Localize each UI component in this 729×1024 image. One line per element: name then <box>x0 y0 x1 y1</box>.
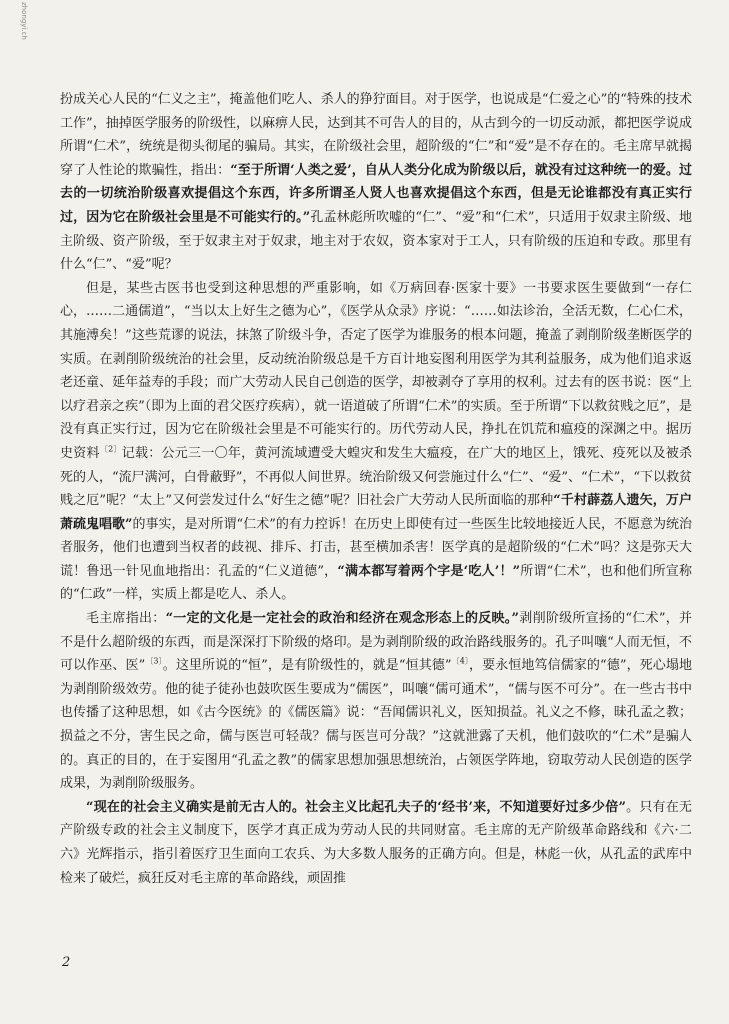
paragraph <box>60 88 692 277</box>
quotation-bold: “现在的社会主义确实是前无古人的。社会主义比起孔夫子的‘经书’来，不知道要好过多少倍” <box>86 799 626 815</box>
quotation-bold: “至于所谓‘人类之爱’，自从人类分化成为阶级以后，就没有过这种统一的爱。过去的一切统治阶级喜欢提倡这个东西，许多所谓圣人贤人也喜欢提倡这个东西，但是无论谁都没有真正实行过，因为它在阶级社会里是不可能实行的。” <box>60 162 692 225</box>
footnote-ref: 〔2〕 <box>99 444 122 454</box>
text-run: 毛主席指出： <box>86 611 166 627</box>
text-run: 所谓“仁术”，也和他们所宣称的“仁政”一样，实质上都是吃人、杀人。 <box>60 563 692 603</box>
text-run: ，要永恒地笃信儒家的“德”，死心塌地为剥削阶级效劳。他的徒子徒孙也鼓吹医生要成为“儒医”，叫嚷“儒可通术”，“儒与医不可分”。在一些古书中也传播了这种思想，如《古今医统》的《儒医篇》说：“吾闻儒识礼义，医知损益。礼义之不修，昧孔孟之教；损益之不分，害生民之命，儒与医岂可轻哉？儒与医岂可分哉？”这就泄露了天机，他们鼓吹的“仁术”是骗人的。真正的目的，在于妄图用“孔孟之教”的儒家思想加强思想统治，占领医学阵地，窃取劳动人民创造的医学成果，为剥削阶级服务。 <box>60 658 692 792</box>
text-run: 扮成关心人民的“仁义之主”，掩盖他们吃人、杀人的狰狞面目。对于医学，也说成是“仁爱之心”的“特殊的技术工作”，抽掉医学服务的阶级性，以麻痹人民，达到其不可告人的目的，从古到今的一切反动派，都把医学说成所谓“仁术”，统统是彻头彻尾的骗局。其实，在阶级社会里，超阶级的“仁”和“爱”是不存在的。毛主席早就揭穿了人性论的欺骗性，指出： <box>60 92 692 178</box>
footnote-ref: 〔3〕 <box>145 656 163 666</box>
quotation-bold: “满本都写着两个字是‘吃人’！” <box>337 563 521 579</box>
paragraph <box>60 277 692 607</box>
text-run: 孔孟林彪所吹嘘的“仁”、“爱”和“仁术”，只适用于奴隶主阶级、地主阶级、资产阶级，至于奴隶主对于奴隶，地主对于农奴，资本家对于工人，只有阶级的压迫和专政。那里有什么“仁”、“爱”呢？ <box>60 209 692 273</box>
library-stamp: zhongyi.ch <box>20 2 28 40</box>
text-run: 剥削阶级所宣扬的“仁术”，并不是什么超阶级的东西，而是深深打下阶级的烙印。是为剥削阶级的政治路线服务的。孔子叫嚷“人而无恒，不可以作巫、医” <box>60 611 692 674</box>
text-run: 。这里所说的“恒”，是有阶级性的，就是“恒其德” <box>162 658 452 674</box>
footnote-ref: 〔4〕 <box>451 656 470 666</box>
text-run: 但是，某些古医书也受到这种思想的严重影响，如《万病回春·医家十要》一书要求医生要做到“一存仁心，……二通儒道”，“当以太上好生之德为心”，《医学从众录》序说：“……如法诊治，全活无数，仁心仁术，其施溥矣！”这些荒谬的说法，抹煞了阶级斗争，否定了医学为谁服务的根本问题，掩盖了剥削阶级垄断医学的实质。在剥削阶级统治的社会里，反动统治阶级总是千方百计地妄图利用医学为其利益服务，成为他们追求返老还童、延年益寿的手段；而广大劳动人民自己创造的医学，却被剥夺了享用的权利。过去有的医书说：医“上以疗君亲之疾”（即为上面的君父医疗疾病），就一语道破了所谓“仁术”的实质。至于所谓“下以救贫贱之厄”，是没有真正实行过，因为它在阶级社会里是不可能实行的。历代劳动人民，挣扎在饥荒和瘟疫的深渊之中。据历史资料 <box>60 280 692 461</box>
text-run: 。只有在无产阶级专政的社会主义制度下，医学才真正成为劳动人民的共同财富。毛主席的无产阶级革命路线和《六·二六》光辉指示，指引着医疗卫生面向工农兵、为大多数人服务的正确方向。但是，林彪一伙，从孔孟的武库中检来了破烂，疯狂反对毛主席的革命路线，顽固推 <box>60 799 692 886</box>
document-body <box>60 88 692 890</box>
page-number: 2 <box>62 955 71 970</box>
text-run: 记载：公元三一〇年，黄河流域遭受大蝗灾和发生大瘟疫，在广大的地区上，饿死、疫死以及被杀死的人，“流尸满河，白骨蔽野”，不再似人间世界。统治阶级又何尝施过什么“仁”、“爱”、“仁术”，“下以救贫贱之厄”呢？“太上”又何尝发过什么“好生之德”呢？旧社会广大劳动人民所面临的那种 <box>60 445 692 509</box>
paragraph <box>60 796 692 890</box>
quotation-bold: “一定的文化是一定社会的政治和经济在观念形态上的反映。” <box>165 611 520 627</box>
paragraph <box>60 607 692 796</box>
text-run: 的事实，是对所谓“仁术”的有力控诉！在历史上即使有过一些医生比较地接近人民，不愿意为统治者服务，他们也遭到当权者的歧视、排斥、打击，甚至横加杀害！医学真的是超阶级的“仁术”吗？这是弥天大谎！鲁迅一针见血地指出：孔孟的“仁义道德”， <box>60 516 692 579</box>
quotation-bold: “千村薜荔人遗矢，万户萧疏鬼唱歌” <box>60 493 693 532</box>
